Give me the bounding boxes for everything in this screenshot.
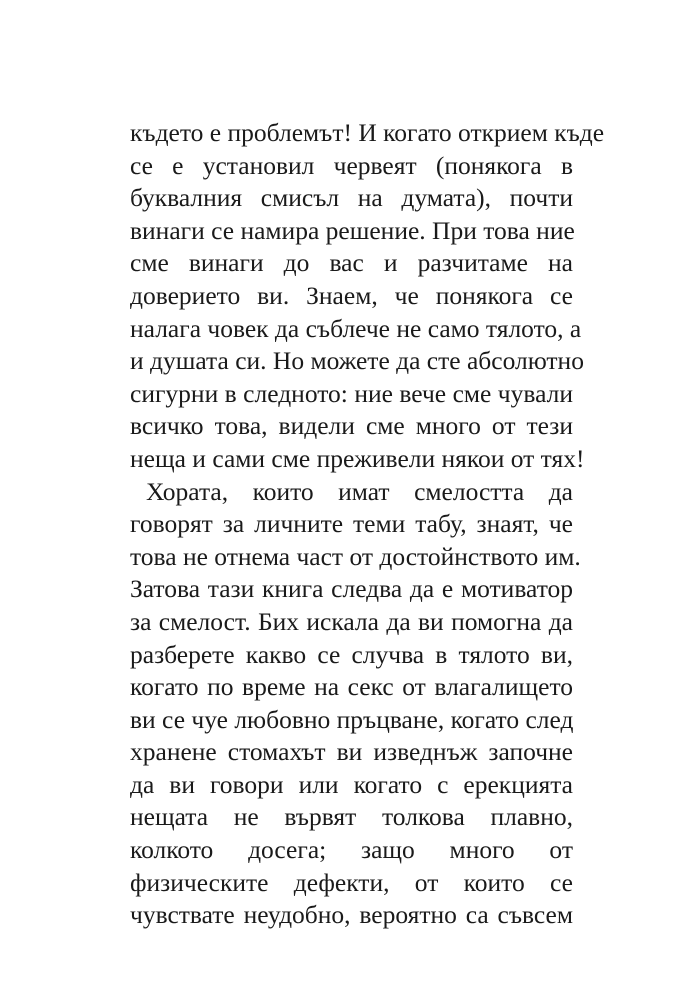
text-line: буквалния смисъл на думата), почти [130, 183, 573, 213]
text-line: когато по време на секс от влагалището [130, 672, 573, 702]
text-line: сигурни в следното: ние вече сме чували [130, 378, 573, 408]
text-line: винаги се намира решение. При това ние [130, 215, 575, 245]
text-line: това не отнема част от достойнството им. [130, 541, 581, 571]
text-line: където е проблемът! И когато открием къде [130, 118, 605, 147]
text-line: и душата си. Но можете да сте абсолютно [130, 346, 584, 376]
text-line: разберете какво се случва в тялото ви, [130, 639, 573, 669]
text-line: за смелост. Бих искала да ви помогна да [130, 606, 573, 636]
text-line: колкото досега; защо много от [130, 835, 573, 865]
text-line: ви се чуе любовно пръцване, когато след [130, 704, 574, 734]
paragraph-end-line: неща и сами сме преживели някои от тях! [130, 443, 585, 473]
text-line: доверието ви. Знаем, че понякога се [130, 280, 573, 310]
body-text [130, 117, 605, 932]
text-line: сме винаги до вас и разчитаме на [130, 248, 573, 278]
text-line: чувствате неудобно, вероятно са съвсем [130, 900, 573, 930]
text-line: всичко това, видели сме много от тези [130, 411, 573, 441]
text-line: се е установил червеят (понякога в [130, 150, 573, 180]
text-line: да ви говори или когато с ерекцията [130, 769, 573, 799]
text-line: физическите дефекти, от които се [130, 867, 573, 897]
text-line: налага човек да съблече не само тялото, а [130, 313, 582, 343]
text-line: Затова тази книга следва да е мотиватор [130, 574, 573, 604]
text-line: нещата не вървят толкова плавно, [130, 802, 573, 832]
text-line: говорят за личните теми табу, знаят, че [130, 509, 573, 539]
text-line: хранене стомахът ви изведнъж започне [130, 737, 573, 767]
paragraph-first-line: Хората, които имат смелостта да [146, 476, 573, 506]
